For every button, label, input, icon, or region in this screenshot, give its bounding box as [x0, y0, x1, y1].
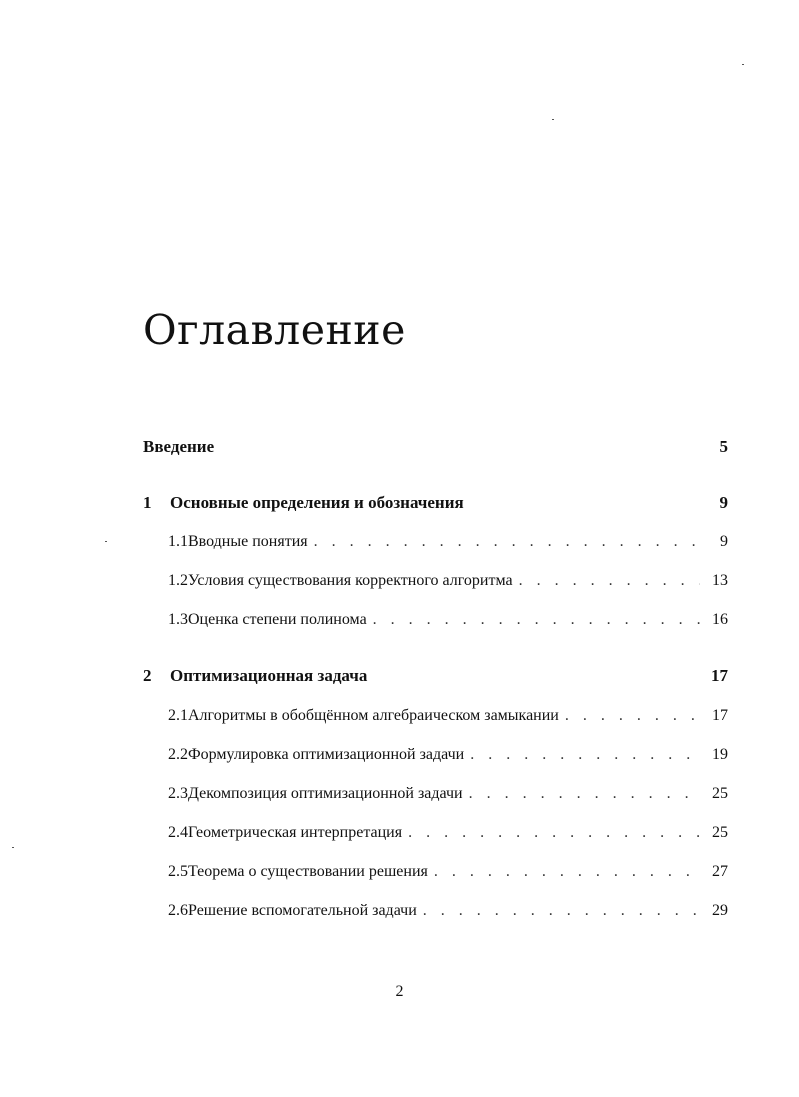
- toc-entry-number: 2: [143, 666, 152, 685]
- page-title: Оглавление: [143, 306, 406, 354]
- toc-entry-number: 2.3: [168, 785, 188, 802]
- toc-entry-title: Основные определения и обозначения: [170, 493, 464, 512]
- toc-entry-number: 1.2: [168, 572, 188, 589]
- scan-speck: [742, 64, 744, 65]
- toc-leader-dots: [470, 743, 700, 767]
- toc-entry-number: 2.4: [168, 824, 188, 841]
- toc-leader-dots: [519, 569, 700, 593]
- scan-speck: [12, 847, 14, 848]
- toc-entry-number: 2.1: [168, 707, 188, 724]
- toc-section-2-4: [143, 821, 728, 845]
- toc-leader-dots: [434, 860, 700, 884]
- scan-speck: [552, 119, 554, 120]
- toc-page-number: 17: [711, 666, 728, 685]
- toc-section-2-3: [143, 782, 728, 806]
- toc-leader-dots: [469, 782, 700, 806]
- toc-page-number: 9: [719, 493, 728, 512]
- toc-entry-title: Алгоритмы в обобщённом алгебраическом замыкании: [188, 707, 559, 724]
- toc-page-number: 19: [712, 746, 728, 763]
- toc-entry-title: Оптимизационная задача: [170, 666, 368, 685]
- toc-page-number: 5: [719, 437, 728, 456]
- toc-section-2-1: [143, 704, 728, 728]
- toc-section-1-1: [143, 530, 728, 554]
- toc-page-number: 17: [712, 707, 728, 724]
- toc-entry-number: 1: [143, 493, 152, 512]
- toc-leader-dots: [565, 704, 700, 728]
- toc-page-number: 25: [712, 785, 728, 802]
- toc-page-number: 25: [712, 824, 728, 841]
- toc-chapter-2: [143, 664, 728, 688]
- toc-entry-title: Формулировка оптимизационной задачи: [188, 746, 465, 763]
- toc-leader-dots: [373, 608, 700, 632]
- toc-page-number: 29: [712, 902, 728, 919]
- toc-page-number: 16: [712, 611, 728, 628]
- toc-entry-title: Введение: [143, 437, 215, 456]
- toc-section-1-2: [143, 569, 728, 593]
- toc-page-number: 27: [712, 863, 728, 880]
- toc-leader-dots: [423, 899, 700, 923]
- toc-section-1-3: [143, 608, 728, 632]
- toc-entry-title: Теорема о существовании решения: [188, 863, 428, 880]
- toc-page-number: 13: [712, 572, 728, 589]
- toc-section-2-6: [143, 899, 728, 923]
- toc-page-number: 9: [720, 533, 728, 550]
- toc-chapter-intro: [143, 435, 728, 459]
- toc-entry-number: 1.1: [168, 533, 188, 550]
- toc-entry-number: 1.3: [168, 611, 188, 628]
- toc-leader-dots: [314, 530, 700, 554]
- toc-section-2-2: [143, 743, 728, 767]
- toc-chapter-1: [143, 491, 728, 515]
- toc-entry-title: Решение вспомогательной задачи: [188, 902, 417, 919]
- toc-entry-title: Оценка степени полинома: [188, 611, 367, 628]
- toc-entry-title: Декомпозиция оптимизационной задачи: [188, 785, 463, 802]
- scan-speck: [105, 541, 107, 542]
- toc-section-2-5: [143, 860, 728, 884]
- toc-entry-title: Геометрическая интерпретация: [188, 824, 403, 841]
- toc-entry-number: 2.2: [168, 746, 188, 763]
- toc-entry-number: 2.5: [168, 863, 188, 880]
- page-footer-number: 2: [395, 983, 404, 1000]
- toc-leader-dots: [408, 821, 700, 845]
- toc-entry-number: 2.6: [168, 902, 188, 919]
- toc-entry-title: Вводные понятия: [188, 533, 308, 550]
- toc-entry-title: Условия существования корректного алгоритма: [188, 572, 513, 589]
